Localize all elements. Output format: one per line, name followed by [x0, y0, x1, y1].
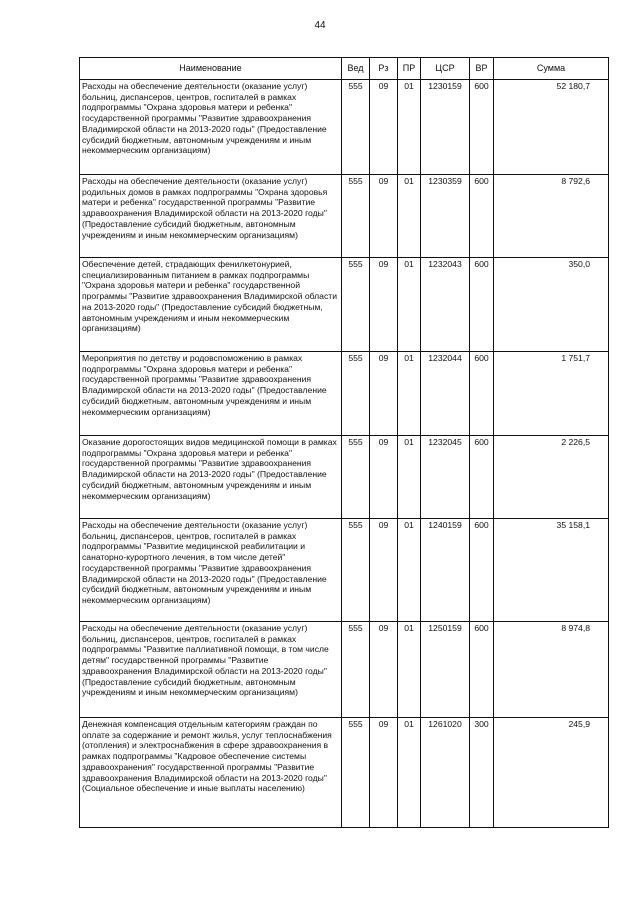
row-rz: 09 [370, 258, 398, 352]
row-csr: 1261020 [421, 718, 470, 828]
header-sum: Сумма [494, 58, 609, 80]
row-sum: 8 792,6 [494, 175, 609, 258]
row-sum: 1 751,7 [494, 352, 609, 436]
row-ved: 555 [342, 80, 370, 175]
table-row [80, 718, 609, 828]
table-row [80, 80, 609, 175]
row-rz: 09 [370, 436, 398, 519]
row-rz: 09 [370, 622, 398, 718]
row-sum: 35 158,1 [494, 519, 609, 622]
row-pr: 01 [398, 622, 421, 718]
row-rz: 09 [370, 175, 398, 258]
row-rz: 09 [370, 718, 398, 828]
row-vr: 600 [470, 436, 494, 519]
row-csr: 1250159 [421, 622, 470, 718]
row-vr: 600 [470, 622, 494, 718]
row-pr: 01 [398, 352, 421, 436]
row-vr: 600 [470, 258, 494, 352]
row-pr: 01 [398, 718, 421, 828]
row-ved: 555 [342, 258, 370, 352]
header-rz: Рз [370, 58, 398, 80]
row-csr: 1232044 [421, 352, 470, 436]
row-pr: 01 [398, 436, 421, 519]
header-name: Наименование [80, 58, 342, 80]
row-rz: 09 [370, 80, 398, 175]
table-row [80, 258, 609, 352]
row-sum: 52 180,7 [494, 80, 609, 175]
table-row [80, 352, 609, 436]
row-vr: 600 [470, 519, 494, 622]
table-header-row [80, 58, 609, 80]
row-name: Расходы на обеспечение деятельности (оказание услуг) родильных домов в рамках подпрограммы "Охрана здоровья матери и ребенка" государственной программы "Развитие здравоохранения Владимирской области на 2013-2020 годы" (Предоставление субсидий бюджетным, автономным учреждениям и иным некоммерческим организациям) [80, 175, 342, 258]
row-vr: 600 [470, 175, 494, 258]
header-ved: Вед [342, 58, 370, 80]
row-vr: 600 [470, 352, 494, 436]
row-sum: 245,9 [494, 718, 609, 828]
budget-table [79, 57, 609, 828]
row-name: Оказание дорогостоящих видов медицинской помощи в рамках подпрограммы "Охрана здоровья матери и ребенка" государственной программы "Развитие здравоохранения Владимирской области на 2013-2020 годы" (Предоставление субсидий бюджетным, автономным учреждениям и иным некоммерческим организациям) [80, 436, 342, 519]
row-sum: 8 974,8 [494, 622, 609, 718]
row-name: Денежная компенсация отдельным категориям граждан по оплате за содержание и ремонт жилья, услуг теплоснабжения (отопления) и электроснабжения в сфере здравоохранения в рамках подпрограммы "Кадровое обеспечение системы здравоохранения" государственной программы "Развитие здравоохранения Владимирской области на 2013-2020 годы" (Социальное обеспечение и иные выплаты населению) [80, 718, 342, 828]
header-csr: ЦСР [421, 58, 470, 80]
row-name: Расходы на обеспечение деятельности (оказание услуг) больниц, диспансеров, центров, госпиталей в рамках подпрограммы "Развитие паллиативной помощи, в том числе детям" государственной программы "Развитие здравоохранения Владимирской области на 2013-2020 годы" (Предоставление субсидий бюджетным, автономным учреждениям и иным некоммерческим организациям) [80, 622, 342, 718]
row-csr: 1232045 [421, 436, 470, 519]
table-row [80, 436, 609, 519]
header-pr: ПР [398, 58, 421, 80]
row-name: Расходы на обеспечение деятельности (оказание услуг) больниц, диспансеров, центров, госпиталей в рамках подпрограммы "Развитие медицинской реабилитации и санаторно-курортного лечения, в том числе детей" государственной программы "Развитие здравоохранения Владимирской области на 2013-2020 годы" (Предоставление субсидий бюджетным, автономным учреждениям и иным некоммерческим организациям) [80, 519, 342, 622]
page-number: 44 [314, 20, 326, 31]
row-name: Расходы на обеспечение деятельности (оказание услуг) больниц, диспансеров, центров, госпиталей в рамках подпрограммы "Охрана здоровья матери и ребенка" государственной программы "Развитие здравоохранения Владимирской области на 2013-2020 годы" (Предоставление субсидий бюджетным, автономным учреждениям и иным некоммерческим организациям) [80, 80, 342, 175]
row-ved: 555 [342, 175, 370, 258]
header-vr: ВР [470, 58, 494, 80]
row-ved: 555 [342, 622, 370, 718]
row-pr: 01 [398, 258, 421, 352]
row-csr: 1232043 [421, 258, 470, 352]
row-pr: 01 [398, 519, 421, 622]
row-ved: 555 [342, 352, 370, 436]
row-csr: 1230159 [421, 80, 470, 175]
row-csr: 1240159 [421, 519, 470, 622]
row-vr: 300 [470, 718, 494, 828]
row-ved: 555 [342, 718, 370, 828]
row-rz: 09 [370, 519, 398, 622]
row-name: Обеспечение детей, страдающих фенилкетонурией, специализированным питанием в рамках подпрограммы "Охрана здоровья матери и ребенка" государственной программы "Развитие здравоохранения Владимирской области на 2013-2020 годы" (Предоставление субсидий бюджетным, автономным учреждениям и иным некоммерческим организациям) [80, 258, 342, 352]
table-row [80, 622, 609, 718]
row-rz: 09 [370, 352, 398, 436]
row-pr: 01 [398, 175, 421, 258]
row-pr: 01 [398, 80, 421, 175]
row-name: Мероприятия по детству и родовспоможению в рамках подпрограммы "Охрана здоровья матери и ребенка" государственной программы "Развитие здравоохранения Владимирской области на 2013-2020 годы" (Предоставление субсидий бюджетным, автономным учреждениям и иным некоммерческим организациям) [80, 352, 342, 436]
row-vr: 600 [470, 80, 494, 175]
row-csr: 1230359 [421, 175, 470, 258]
row-sum: 2 226,5 [494, 436, 609, 519]
table-row [80, 175, 609, 258]
table-row [80, 519, 609, 622]
row-sum: 350,0 [494, 258, 609, 352]
row-ved: 555 [342, 519, 370, 622]
row-ved: 555 [342, 436, 370, 519]
